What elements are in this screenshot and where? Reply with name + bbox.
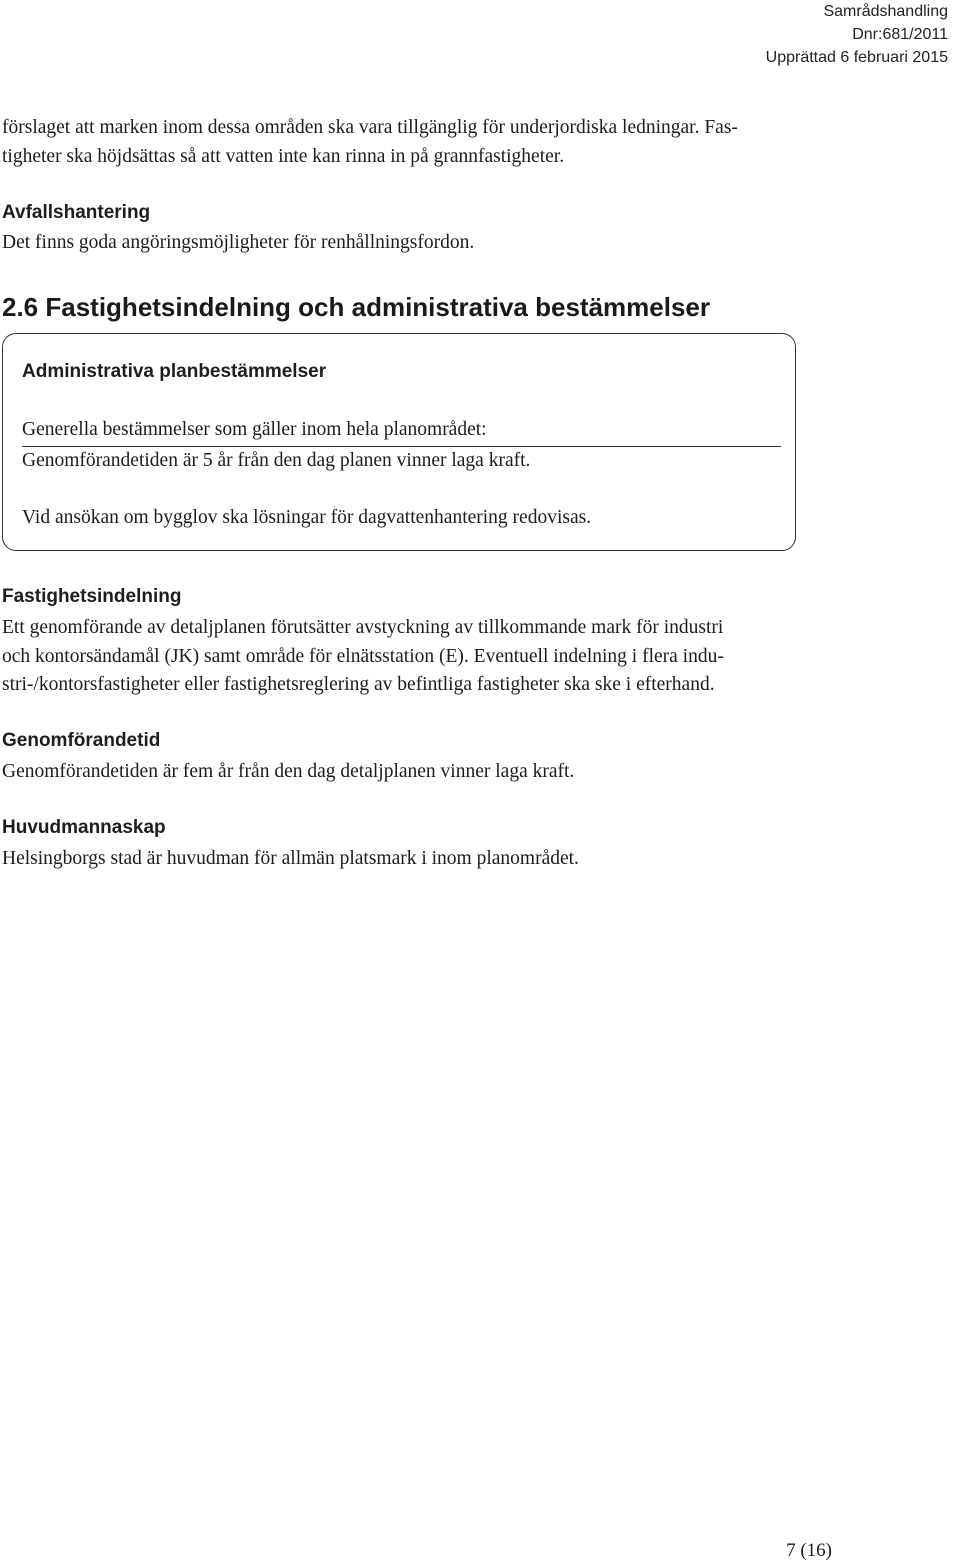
fastighetsindelning-line-1: Ett genomförande av detaljplanen förutsätter avstyckning av tillkommande mark för industri (2, 617, 724, 638)
intro-line-1: förslaget att marken inom dessa områden ska vara tillgänglig för underjordiska ledningar. Fas- (2, 117, 738, 138)
admin-box-title: Administrativa planbestämmelser (22, 361, 327, 382)
document-date: Upprättad 6 februari 2015 (765, 49, 948, 66)
fastighetsindelning-line-3: stri-/kontorsfastigheter eller fastighetsreglering av befintliga fastigheter ska ske i efterhand. (2, 674, 715, 695)
document-type: Samrådshandling (823, 3, 948, 20)
huvudmannaskap-section (2, 815, 952, 874)
genomforandetid-heading: Genomförandetid (2, 730, 161, 751)
fastighetsindelning-paragraph (2, 614, 952, 700)
general-provisions-label: Generella bestämmelser som gäller inom hela planområdet: (22, 419, 487, 440)
avfall-heading: Avfallshantering (2, 202, 151, 223)
intro-line-2: tigheter ska höjdsättas så att vatten inte kan rinna in på grannfastigheter. (2, 145, 565, 167)
huvudmannaskap-text: Helsingborgs stad är huvudman för allmän platsmark i inom planområdet. (2, 848, 579, 869)
intro-paragraph (2, 114, 952, 171)
section-title: 2.6 Fastighetsindelning och administrativa bestämmelser (2, 292, 710, 322)
avfall-text: Det finns goda angöringsmöjligheter för renhållningsfordon. (2, 232, 475, 253)
fastighetsindelning-heading: Fastighetsindelning (2, 586, 182, 607)
huvudmannaskap-heading: Huvudmannaskap (2, 817, 166, 838)
diary-number: Dnr:681/2011 (852, 26, 948, 43)
fastighetsindelning-line-2: och kontorsändamål (JK) samt område för elnätsstation (E). Eventuell indelning i flera indu- (2, 645, 724, 667)
document-header (766, 0, 948, 69)
fastighetsindelning-section (2, 584, 952, 700)
page-number: 7 (16) (786, 1540, 832, 1561)
provision-implementation-time: Genomförandetiden är 5 år från den dag planen vinner laga kraft. (22, 450, 531, 471)
genomforandetid-text: Genomförandetiden är fem år från den dag detaljplanen vinner laga kraft. (2, 761, 575, 782)
admin-provisions-box (2, 333, 796, 551)
genomforandetid-section (2, 728, 952, 787)
provision-stormwater: Vid ansökan om bygglov ska lösningar för dagvattenhantering redovisas. (22, 507, 592, 528)
avfall-section (2, 200, 952, 258)
